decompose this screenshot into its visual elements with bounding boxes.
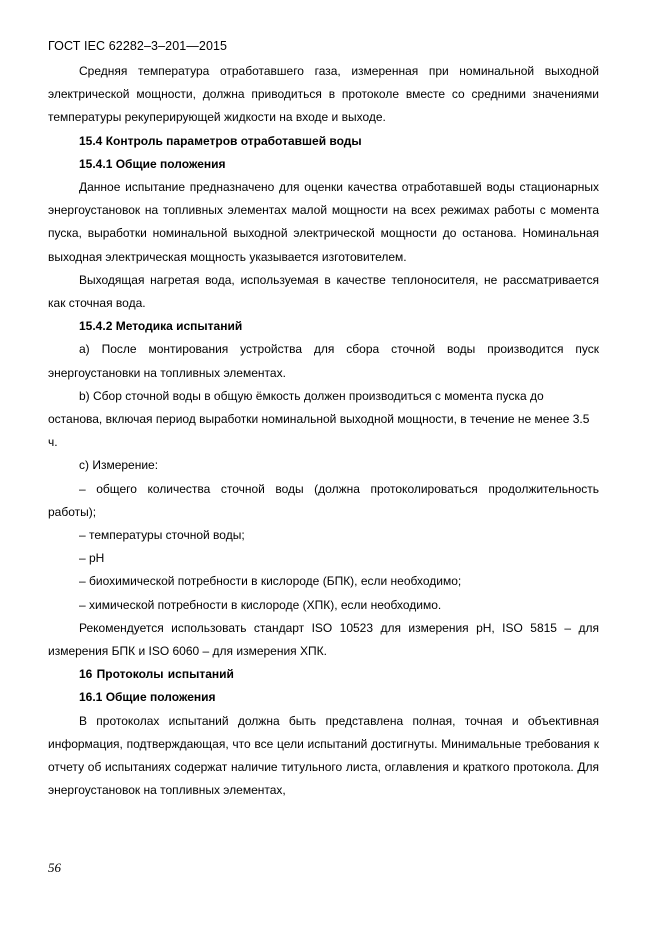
list-item-b: b) Сбор сточной воды в общую ёмкость должен производиться с момента пуска до останова, включая период выработки номинальной выходной мощности, в течение не менее 3.5 ч.	[48, 388, 590, 450]
dash-item-ph: – pH	[79, 551, 105, 566]
paragraph-heated-water: Выходящая нагретая вода, используемая в качестве теплоносителя, не рассматривается как сточная вода.	[48, 272, 599, 311]
document-body	[48, 60, 599, 803]
section-heading-15-4: 15.4 Контроль параметров отработавшей воды	[79, 133, 362, 148]
paragraph-test-purpose: Данное испытание предназначено для оценки качества отработавшей воды стационарных энергоустановок на топливных элементах малой мощности на всех режимах работы с момента пуска, выработки номинальной выходной электрической мощности до останова. Номинальная выходная электрическая мощность указывается изготовителем.	[48, 180, 599, 264]
list-item-a: a) После монтирования устройства для сбора сточной воды производится пуск энергоустановки на топливных элементах.	[48, 342, 599, 380]
dash-item-total-quantity: – общего количества сточной воды (должна протоколироваться продолжительность работы);	[48, 481, 599, 519]
section-heading-16-1: 16.1 Общие положения	[79, 690, 216, 705]
dash-item-bod: – биохимической потребности в кислороде (БПК), если необходимо;	[79, 574, 462, 589]
dash-item-cod: – химической потребности в кислороде (ХПК), если необходимо.	[79, 597, 442, 612]
section-heading-15-4-2: 15.4.2 Методика испытаний	[79, 319, 243, 334]
dash-item-temperature: – температуры сточной воды;	[79, 528, 245, 543]
paragraph-exhaust-gas-temperature: Средняя температура отработавшего газа, измеренная при номинальной выходной электрической мощности, должна приводиться в протоколе вместе со средними значениями температуры рекуперирующей жидкости на входе и выходе.	[48, 64, 599, 125]
page-number: 56	[48, 860, 61, 875]
list-item-c: c) Измерение:	[79, 458, 159, 473]
section-heading-15-4-1: 15.4.1 Общие положения	[79, 156, 226, 171]
section-heading-16: 16 Протоколы испытаний	[79, 667, 234, 682]
document-header: ГОСТ IEC 62282–3–201—2015	[48, 39, 228, 53]
paragraph-test-reports: В протоколах испытаний должна быть представлена полная, точная и объективная информация, подтверждающая, что все цели испытаний достигнуты. Минимальные требования к отчету об испытаниях содержат наличие титульного листа, оглавления и краткого протокола. Для энергоустановок на топливных элементах,	[48, 713, 599, 798]
paragraph-standards-recommendation: Рекомендуется использовать стандарт ISO 10523 для измерения pH, ISO 5815 – для измерения БПК и ISO 6060 – для измерения ХПК.	[48, 620, 599, 659]
